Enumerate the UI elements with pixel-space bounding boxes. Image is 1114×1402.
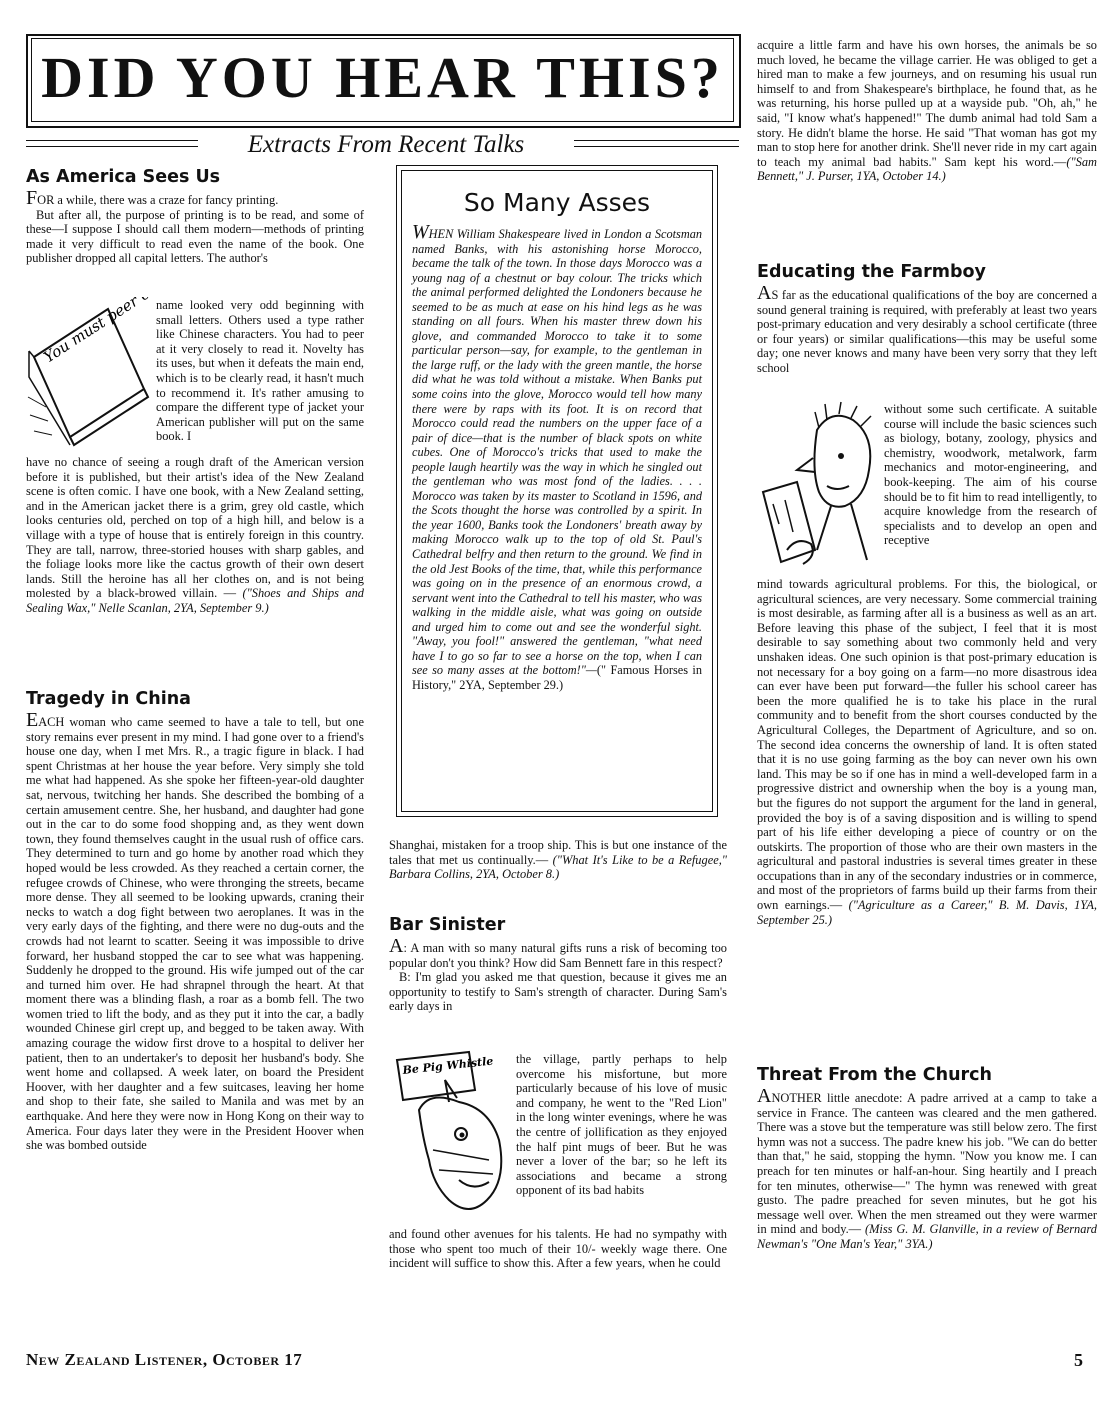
article-bar-cont (389, 1227, 727, 1271)
citation: (" Famous Horses in History," 2YA, September 29.) (412, 663, 702, 692)
article-text: : A man with so many natural gifts runs a risk of becoming too popular don't you think? How did Sam Bennett fare in this respect? (389, 941, 727, 970)
drop-cap: A (757, 1085, 772, 1107)
horse-illustration (389, 1050, 513, 1218)
article-america-wrap (156, 298, 364, 444)
drop-cap: E (26, 709, 39, 731)
article-text: OR a while, there was a craze for fancy printing. (37, 193, 279, 207)
citation: ("Agriculture as a Career," B. M. Davis, 1YA, September 25.) (757, 898, 1097, 927)
article-educating-wrap (884, 402, 1097, 548)
article-text: without some such certificate. A suitable course will include the basic sciences such as biology, botany, zoology, physics and chemistry, woodwork, metalwork, farm mechanics and motor-engineering, and book-keeping. The aim of his course should be to fit him to read intelligently, to acquire knowledge from the research of specialists and to develop an open and receptive (884, 402, 1097, 548)
article-educating (757, 261, 1097, 376)
citation: ("What It's Like to be a Refugee," Barbara Collins, 2YA, October 8.) (389, 852, 727, 882)
farmboy-illustration (757, 400, 881, 568)
article-text: NOTHER little anecdote: A padre arrived at a camp to take a service in France. The canteen was cleared and the men gathered. There was a stove but the temperature was still below zero. The first hymn was not a success. The padre knew his job. "We can do better than that," he said, stopping the hymn. "Now you know me. I can preach for ten minutes or half-an-hour. Sing heartily and I preach for ten minutes, otherwise—" The hymn was renewed with great gusto. The padre preached for seven minutes, but he got his message well over. When the men streamed out they were warmer in mind and body.— (757, 1091, 1097, 1237)
page-title: DID YOU HEAR THIS? (41, 45, 724, 110)
article-farm (757, 38, 1097, 184)
article-text: have no chance of seeing a rough draft of the American version before it is published, but their artist's idea of the New Zealand scene is often comic. I have one book, with a New Zealand setting, and in the American jacket there is a grim, grey old castle, which looks centuries old, perched on top of a high hill, and below is a village with a type of house that is entirely foreign in this country. They are tall, narrow, three-storied houses with sharp gables, and the foliage looks more like the cactus growth of their own desert lands. Still the heroine has all her clothes on, and is not being molested by a black-browed villain. — (26, 455, 364, 601)
article-america (26, 166, 364, 266)
boxed-story (396, 165, 718, 817)
article-text: HEN William Shakespeare lived in London a Scotsman named Banks, with his astonishing horse Morocco, became the talk of the town. In those days Morocco was a young nag of a chestnut or bay colour. The tricks which the animal performed delighted the Londoners because he seemed to be as much at ease on his hind legs as he was standing on all fours. When his master threw down his glove, and commanded Morocco to take it to some particular person—say, for example, to the gentleman in the large ruff, or the lady with the green mantle, the horse did what he was told without a mistake. When Banks put some coins into the glove, Morocco would tell how many there were by raps with its foot. It is on record that Morocco could read the numbers on the upper face of a pair of dice—that is the number of black spots on white cubes. One of Morocco's tricks that used to make the people laugh heartily was the way in which he singled out the gentleman who was most fond of the ladies. . . . Morocco was taken by its master to Scotland in 1596, and the Scots thought the horse was controlled by a spirit. In the year 1600, Banks took the Londoners' breath away by making Morocco walk up to the top of old St. Paul's Cathedral belfry and then return to the ground. We find in the old Jest Books of the time, that, while this performance was going on in the presence of an enormous crowd, a servant went into the Cathedral to tell his master, who was walking in the middle aisle, what was going on outside and urged him to come out and see the wonderful sight. "Away, you fool!" answered the gentleman, "what need have I to go so far to see a horse on the top, when I can see so many asses at the bottom!"— (412, 227, 702, 678)
page-subtitle: Extracts From Recent Talks (247, 131, 525, 158)
masthead (26, 34, 739, 166)
article-text (412, 221, 702, 693)
article-heading: As America Sees Us (26, 167, 221, 187)
drop-cap: W (412, 221, 429, 243)
article-text: and found other avenues for his talents. He had no sympathy with those who spent too much of their 10/- weekly wage there. One incident will suffice to show this. After a few years, when he could (389, 1227, 727, 1271)
article-educating-cont (757, 577, 1097, 927)
citation: (Miss G. M. Glanville, in a review of Bernard Newman's "One Man's Year," 3YA.) (757, 1222, 1097, 1251)
article-bar-wrap (516, 1052, 727, 1198)
article-text: ACH woman who came seemed to have a tale to tell, but one story remains ever present in my mind. I had gone over to a friend's house one day, when I met Mrs. R., a tragic figure in black. I had spent Christmas at her house the year before. Very simply she told me what had happened. As she spoke her fifteen-year-old daughter sat, nervous, twitching her hands. She described the bombing of a certain amusement centre. She, her husband, and daughter had gone out in the car to do some food shopping and, as they went down town, they found themselves caught in the usual rush of office cars. They determined to turn and go home by another road which they hoped would be less crowded. As they reached a certain corner, the refugee crowds of Chinese, who were thronging the streets, became more dense. They all seemed to be looking upwards, craning their necks to watch a dog fight between two aeroplanes. It was in the very early days of the fighting, and there were no dug-outs and the crowds had not learnt to scatter. Seeing it was impossible to drive forward, her husband stopped the car to see what was happening. Suddenly he dropped to the ground. His wife jumped out of the car and turned him over. He had shrapnel through the heart. At that moment there was a blinding flash, a roar as a bomb fell. The two women tried to lift the body, and as they put it into the car, a badly wounded Chinese girl crept up, and begged to be taken away. With amazing courage the widow first drove to a hospital to deliver her patient, then to an undertaker's to deposit her husband's body. She went home and collapsed. A week later, on board the President Hoover, with her daughter and a few suitcases, leaving her home and shop to their fate, she sailed to Manila and was met by an earthquake. And here they were now in Hong Kong on their way to America. Four days later they were in the President Hoover when she was bombed outside (26, 715, 364, 1153)
subtitle-row (26, 130, 739, 160)
page-number: 5 (1074, 1350, 1083, 1370)
article-text: mind towards agricultural problems. For this, the biological, or agricultural sciences, are very necessary. Some commercial training is most desirable, as farming after all is a business as well as an art. Before leaving this phase of the subject, I feel that it is most desirable to say something about two commonly held and very unshaken ideas. One such opinion is that post-primary education is not necessary for a boy going on a farm—no more disastrous idea can ever have been put forward—the fuller his school career has been the more qualified he is to take his place in the rural community and to benefit from the short courses conducted by the Agricultural Colleges, the Department of Agriculture, and so on. The second idea concerns the ownership of land. It is often stated that it is no use going farming as the boy can never own his own land. This may be so if one has in mind a well-developed farm in a progressive district and ownership when the boy is a young man, but the figures do not support the argument for the land in general, provided the boy is of a saving disposition and is willing to spend part of his life either developing a piece of country or on the outskirts. The proportion of those who are their own masters in the agricultural and pastoral industries is several times greater in these occupations than in any of the secondary industries or in commerce, and most of the proprietors of farms build up their farms from their own earnings.— (757, 577, 1097, 913)
drop-cap: A (389, 935, 404, 957)
article-text: S far as the educational qualifications of the boy are concerned a sound general training is required, with preferably at least two years post-primary education and very desirably a school certificate (three or four years) or similar qualifications—this may be useful some day; one never knows and many have been very sorry that they left school (757, 288, 1097, 375)
subtitle-rule-left (26, 140, 198, 147)
subtitle-rule-right (574, 140, 739, 147)
sign-lettering: Be Pig Whistle (401, 1054, 494, 1077)
footer-publication: New Zealand Listener, October 17 (26, 1350, 303, 1369)
article-text: B: I'm glad you asked me that question, because it gives me an opportunity to testify to Sam's strength of character. During Sam's early days in (389, 970, 727, 1014)
drop-cap: A (757, 282, 772, 304)
citation: ("Sam Bennett," J. Purser, 1YA, October 14.) (757, 154, 1097, 184)
article-china-cont (389, 838, 727, 882)
article-heading: So Many Asses (463, 188, 651, 217)
article-text: acquire a little farm and have his own horses, the animals be so much loved, he became the village carrier. He was obliged to get a hired man to make a few journeys, and on resuming his usual run himself to and from Shakespeare's birthplace, he found that, as he was returning, his horse pulled up at a wayside pub. "Oh, ah," he said, "I know what's happened!" The dumb animal had told Sam a story. He didn't blame the horse. He said "That woman has got my man to stop here for another drink. She'll never ride in my cart again to teach my animal bad habits." Sam kept his word.— (757, 38, 1097, 169)
article-church (757, 1064, 1097, 1252)
article-heading: Educating the Farmboy (757, 262, 986, 282)
article-text: name looked very odd beginning with small letters. Others used a type rather like Chinese characters. You had to peer at it very closely to read it. Novelty has its uses, but when it defeats the main end, which is to be clearly read, it hasn't much to recommend it. It's rather amusing to compare the different type of jacket your American publisher will put on the same book. I (156, 298, 364, 444)
article-china (26, 688, 364, 1153)
article-text: the village, partly perhaps to help overcome his misfortune, but more particularly because of his love of music and company, he went to the "Red Lion" in the long winter evenings, where he was the centre of jollification as they enjoyed the half pint mugs of beer. But he was never a lover of the bar; so he left its associations and became a strong opponent of its bad habits (516, 1052, 727, 1198)
drop-cap: F (26, 187, 38, 209)
article-heading: Bar Sinister (389, 915, 506, 935)
book-illustration (26, 297, 153, 463)
article-america-cont (26, 455, 364, 616)
citation: ("Shoes and Ships and Sealing Wax," Nelle Scanlan, 2YA, September 9.) (26, 586, 364, 615)
article-text: But after all, the purpose of printing is to be read, and some of these—I suppose I should call them modern—methods of printing made it very difficult to read even the name of the book. One publisher dropped all capital letters. The author's (26, 207, 364, 266)
article-heading: Tragedy in China (26, 689, 191, 709)
article-bar (389, 914, 727, 1014)
article-heading: Threat From the Church (757, 1065, 992, 1085)
article-text: Shanghai, mistaken for a troop ship. This is but one instance of the tales that met us continually.— (389, 838, 727, 867)
